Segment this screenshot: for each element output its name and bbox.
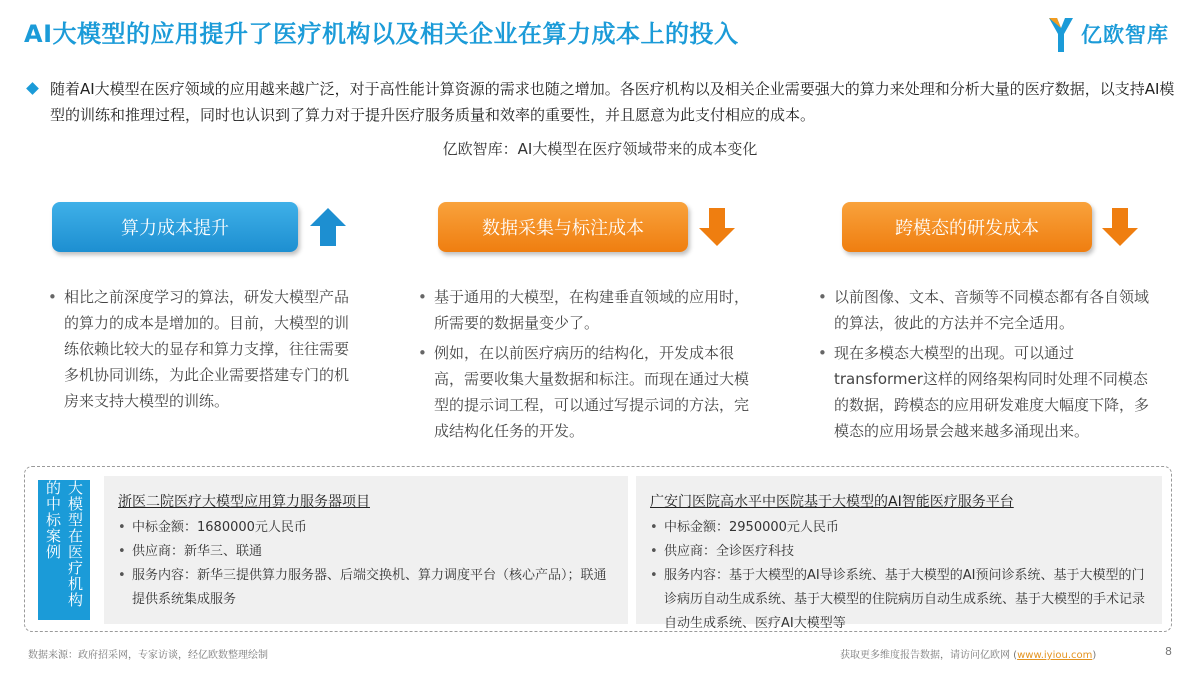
case-item: • 服务内容：基于大模型的AI导诊系统、基于大模型的AI预问诊系统、基于大模型的门诊病历自动生成系统、基于大模型的住院病历自动生成系统、基于大模型的手术记录自动生成系统、医疗AI大模型等 [650,564,1150,636]
footer-source: 数据来源：政府招采网，专家访谈，经亿欧数整理绘制 [28,650,268,661]
logo-text: 亿欧智库 [1081,23,1169,47]
arrow-down-icon [1100,206,1140,248]
compute-cost-pill [52,202,298,252]
footer-more: 获取更多维度报告数据，请访问亿欧网 (www.iyiou.com) [840,650,1097,661]
cross-modal-bullet: • 现在多模态大模型的出现。可以通过transformer这样的网络架构同时处理不同模态的数据，跨模态的应用研发难度大幅度下降，多模态的应用场景会越来越多涌现出来。 [816,340,1161,444]
page-title: AI大模型的应用提升了医疗机构以及相关企业在算力成本上的投入 [24,20,739,48]
cross-modal-cost-label: 跨模态的研发成本 [895,218,1039,239]
data-cost-label: 数据采集与标注成本 [482,218,644,239]
brand-logo [1047,14,1169,54]
case-card-guanganmen [636,476,1162,631]
case-item: • 服务内容：新华三提供算力服务器、后端交换机、算力调度平台（核心产品）；联通提供系统集成服务 [118,564,616,612]
case-item: • 供应商：新华三、联通 [118,540,616,564]
footer-more-text: 获取更多维度报告数据，请访问亿欧网 [840,650,1010,661]
footer-link[interactable]: www.iyiou.com [1017,650,1093,661]
case-item: • 供应商：全诊医疗科技 [650,540,1150,564]
cross-modal-cost-pill [842,202,1092,252]
case-section-label: 大模型在医疗机构的中标案例 [38,480,90,620]
intro-text: 随着AI大模型在医疗领域的应用越来越广泛，对于高性能计算资源的需求也随之增加。各医疗机构以及相关企业需要强大的算力来处理和分析大量的医疗数据，以支持AI模型的训练和推理过程，同时也认识到了算力对于提升医疗服务质量和效率的重要性，并且愿意为此支付相应的成本。 [50,80,1175,124]
cross-modal-cost-column [816,284,1161,448]
case-item: • 中标金额：1680000元人民币 [118,516,616,540]
data-cost-bullet: • 基于通用的大模型，在构建垂直领域的应用时，所需要的数据量变少了。 [416,284,756,336]
cross-modal-bullet: • 以前图像、文本、音频等不同模态都有各自领域的算法，彼此的方法并不完全适用。 [816,284,1161,336]
data-cost-pill [438,202,688,252]
case-title: 广安门医院高水平中医院基于大模型的AI智能医疗服务平台 [650,494,1014,510]
logo-mark-icon [1047,14,1075,54]
data-cost-column [416,284,756,448]
data-cost-bullet: • 例如，在以前医疗病历的结构化，开发成本很高，需要收集大量数据和标注。而现在通过大模型的提示词工程，可以通过写提示词的方法，完成结构化任务的开发。 [416,340,756,444]
intro-paragraph [28,76,1178,128]
page-number: 8 [1165,645,1172,658]
compute-cost-column [46,284,356,418]
section-subtitle: 亿欧智库：AI大模型在医疗领域带来的成本变化 [442,140,758,158]
compute-cost-label: 算力成本提升 [121,218,229,239]
case-card-zheyi [104,476,628,624]
arrow-down-icon [697,206,737,248]
arrow-up-icon [308,206,348,248]
case-title: 浙医二院医疗大模型应用算力服务器项目 [118,494,370,510]
compute-cost-bullet: • 相比之前深度学习的算法，研发大模型产品的算力的成本是增加的。目前，大模型的训练依赖比较大的显存和算力支撑，往往需要多机协同训练，为此企业需要搭建专门的机房来支持大模型的训练。 [46,284,356,414]
case-item: • 中标金额：2950000元人民币 [650,516,1150,540]
